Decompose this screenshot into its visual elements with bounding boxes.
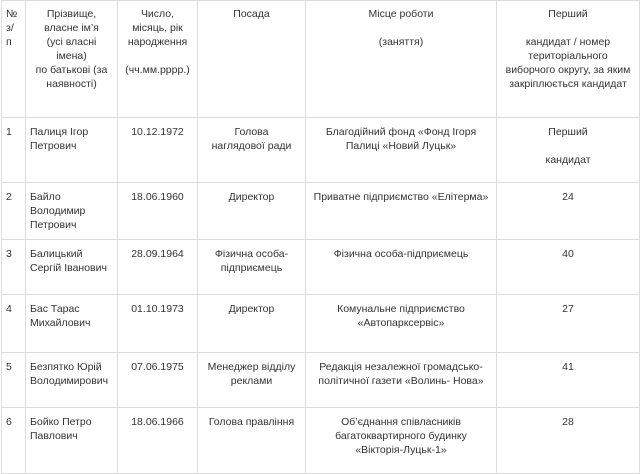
row-dob: 10.12.1972 <box>118 118 198 183</box>
row-name <box>26 118 118 183</box>
row-position <box>198 240 306 295</box>
header-dob <box>118 1 198 118</box>
cell-line: територіального <box>528 50 608 62</box>
row-num: 1 <box>2 118 26 183</box>
cell-line: Число, <box>140 8 175 20</box>
row-workplace <box>306 240 497 295</box>
row-dob: 07.06.1975 <box>118 353 198 408</box>
table-row <box>2 408 640 474</box>
cell-line: Об’єднання співласників <box>341 416 461 428</box>
header-position <box>198 1 306 118</box>
row-workplace <box>306 183 497 240</box>
row-position <box>198 118 306 183</box>
row-position <box>198 408 306 474</box>
cell-line: Директор <box>228 191 275 203</box>
row-dob: 18.06.1966 <box>118 408 198 474</box>
table-row <box>2 295 640 353</box>
cell-line: Бойко Петро <box>30 416 92 428</box>
cell-line: 24 <box>562 191 574 203</box>
cell-line: Директор <box>228 303 275 315</box>
cell-line: Редакція незалежної громадсько- <box>319 361 483 373</box>
cell-line: (заняття) <box>378 36 424 48</box>
row-dob: 28.09.1964 <box>118 240 198 295</box>
row-name <box>26 295 118 353</box>
cell-line: Голова <box>234 126 269 138</box>
cell-line <box>310 21 492 35</box>
cell-line: з/ <box>6 22 14 34</box>
table-row <box>2 118 640 183</box>
row-workplace <box>306 118 497 183</box>
cell-line <box>501 21 635 35</box>
cell-line: 40 <box>562 248 574 260</box>
cell-line: п <box>6 36 12 48</box>
cell-line: кандидат <box>545 154 591 166</box>
row-candidate <box>497 183 640 240</box>
row-workplace <box>306 295 497 353</box>
cell-line: «Вікторія-Луцьк-1» <box>355 444 447 456</box>
cell-line: по батькові (за <box>35 64 108 76</box>
cell-line: наглядової ради <box>211 140 292 152</box>
cell-line: Безпятко Юрій <box>30 361 102 373</box>
row-num: 3 <box>2 240 26 295</box>
cell-line <box>501 139 635 153</box>
row-position <box>198 183 306 240</box>
row-candidate <box>497 353 640 408</box>
row-position <box>198 353 306 408</box>
cell-line: (чч.мм.рррр.) <box>125 64 190 76</box>
cell-line: Палиці «Новий Луцьк» <box>345 140 457 152</box>
cell-line: Благодійний фонд «Фонд Ігоря <box>325 126 477 138</box>
cell-line: 28 <box>562 416 574 428</box>
cell-line: закріплюється кандидат <box>509 78 627 90</box>
cell-line: 27 <box>562 303 574 315</box>
cell-line: Палиця Ігор <box>30 126 89 138</box>
cell-line: Володимирович <box>30 375 109 387</box>
cell-line: (усі власні <box>46 36 97 48</box>
row-dob: 18.06.1960 <box>118 183 198 240</box>
row-dob: 01.10.1973 <box>118 295 198 353</box>
row-num: 2 <box>2 183 26 240</box>
cell-line: Фізична особа-підприємець <box>333 248 469 260</box>
cell-line: імена) <box>56 50 87 62</box>
row-num: 6 <box>2 408 26 474</box>
row-workplace <box>306 408 497 474</box>
cell-line: Прізвище, <box>46 8 97 20</box>
cell-line: Бас Тарас <box>30 303 80 315</box>
row-name <box>26 408 118 474</box>
cell-line: Перший <box>548 8 588 20</box>
cell-line: 41 <box>562 361 574 373</box>
header-workplace <box>306 1 497 118</box>
row-position <box>198 295 306 353</box>
cell-line: Фізична особа- <box>214 248 289 260</box>
row-name <box>26 353 118 408</box>
cell-line: Посада <box>233 8 270 20</box>
row-num: 4 <box>2 295 26 353</box>
row-candidate <box>497 408 640 474</box>
cell-line: Менеджер відділу <box>207 361 296 373</box>
cell-line: політичної газети «Волинь- Нова» <box>318 375 484 387</box>
cell-line: реклами <box>230 375 273 387</box>
cell-line: Голова правління <box>208 416 295 428</box>
cell-line: Приватне підприємство «Елітерма» <box>313 191 489 203</box>
cell-line: підприємець <box>220 262 283 274</box>
cell-line: Петрович <box>30 140 77 152</box>
row-name <box>26 240 118 295</box>
cell-line: Балицький <box>30 248 83 260</box>
cell-line <box>122 49 193 63</box>
cell-line: Перший <box>548 126 588 138</box>
table-row <box>2 240 640 295</box>
candidates-table <box>1 0 640 474</box>
row-candidate <box>497 240 640 295</box>
header-name <box>26 1 118 118</box>
table-row <box>2 183 640 240</box>
cell-line: власне ім’я <box>44 22 99 34</box>
cell-line: Сергій Іванович <box>30 262 107 274</box>
cell-line: № <box>6 8 18 20</box>
header-candidate <box>497 1 640 118</box>
cell-line: Павлович <box>30 430 78 442</box>
header-row <box>2 1 640 118</box>
row-num: 5 <box>2 353 26 408</box>
cell-line: Михайлович <box>30 317 91 329</box>
cell-line: «Автопарксервіс» <box>357 317 445 329</box>
cell-line: Володимир <box>30 205 86 217</box>
cell-line: Місце роботи <box>368 8 434 20</box>
cell-line: багатоквартирного будинку <box>335 430 467 442</box>
cell-line: Байло <box>30 191 61 203</box>
cell-line: народження <box>127 36 188 48</box>
row-candidate <box>497 295 640 353</box>
row-candidate <box>497 118 640 183</box>
row-workplace <box>306 353 497 408</box>
cell-line: виборчого округу, за яким <box>505 64 631 76</box>
header-num <box>2 1 26 118</box>
cell-line: місяць, рік <box>132 22 183 34</box>
row-name <box>26 183 118 240</box>
cell-line: наявності) <box>46 78 97 90</box>
cell-line: кандидат / номер <box>525 36 611 48</box>
cell-line: Комунальне підприємство <box>337 303 465 315</box>
cell-line: Петрович <box>30 219 77 231</box>
table-row <box>2 353 640 408</box>
